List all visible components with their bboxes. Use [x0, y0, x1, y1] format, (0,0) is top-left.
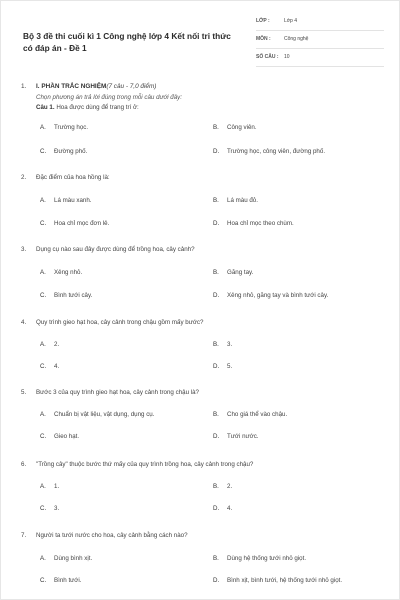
question-7	[21, 532, 386, 584]
option-d[interactable]: D. Trường học, công viên, đường phố.	[213, 148, 326, 155]
document-header	[1, 1, 400, 73]
options-row	[36, 124, 381, 134]
question-text: Đặc điểm của hoa hồng là:	[36, 174, 110, 181]
options-row	[36, 505, 381, 515]
question-1-label: Câu 1.	[36, 104, 55, 111]
option-c[interactable]: C. Hoa chỉ mọc đơn lẻ.	[40, 220, 110, 227]
question-2	[21, 174, 386, 227]
option-c[interactable]: C. Đường phố.	[40, 148, 88, 155]
options-row	[36, 197, 381, 207]
question-text: Dụng cụ nào sau đây được dùng để trồng hoa, cây cảnh?	[36, 246, 195, 253]
options-row	[36, 555, 381, 565]
meta-value-count: 10	[284, 54, 290, 60]
questions-content	[21, 83, 386, 120]
option-d[interactable]: D. Xẻng nhỏ, găng tay và bình tưới cây.	[213, 292, 329, 299]
section-title: I. PHẦN TRẮC NGHIỆM	[36, 83, 107, 90]
options-row	[36, 363, 381, 373]
options-row	[36, 292, 381, 302]
question-number: 5.	[21, 389, 27, 396]
option-b[interactable]: B. Công viên.	[213, 124, 257, 131]
option-b[interactable]: B. 3.	[213, 341, 233, 348]
question-head	[21, 461, 386, 473]
option-d[interactable]: D. 5.	[213, 363, 233, 370]
question-number: 4.	[21, 319, 27, 326]
option-b[interactable]: B. Cho giá thể vào chậu.	[213, 411, 288, 418]
option-c[interactable]: C. 4.	[40, 363, 60, 370]
meta-value-subject: Công nghệ	[284, 36, 309, 42]
question-text: Quy trình gieo hạt hoa, cây cảnh trong chậu gồm mấy bước?	[36, 319, 204, 326]
options-row	[36, 577, 381, 587]
option-d[interactable]: D. Hoa chỉ mọc theo chùm.	[213, 220, 294, 227]
option-c[interactable]: C. Bình tưới.	[40, 577, 82, 584]
options-row	[36, 483, 381, 493]
question-5	[21, 389, 386, 440]
question-1-text	[21, 104, 386, 120]
option-c[interactable]: C. Gieo hạt.	[40, 433, 80, 440]
option-a[interactable]: A. 1.	[40, 483, 60, 490]
option-a[interactable]: A. Trường học.	[40, 124, 89, 131]
document-title: Bộ 3 đề thi cuối kì 1 Công nghệ lớp 4 Kết nối tri thức có đáp án - Đề 1	[23, 31, 231, 53]
meta-row-class	[256, 13, 384, 31]
question-number: 7.	[21, 532, 27, 539]
question-text: "Trồng cây" thuộc bước thứ mấy của quy trình trồng hoa, cây cảnh trong chậu?	[36, 461, 254, 468]
meta-info	[256, 13, 384, 67]
question-head	[21, 319, 386, 331]
options-row	[36, 269, 381, 279]
section-heading	[21, 83, 386, 94]
option-b[interactable]: B. Lá màu đỏ.	[213, 197, 258, 204]
question-number: 2.	[21, 174, 27, 181]
meta-key-class: LỚP :	[256, 18, 270, 24]
question-1-body: Hoa được dùng để trang trí ở:	[56, 104, 139, 111]
meta-row-subject	[256, 31, 384, 49]
question-head	[21, 246, 386, 258]
options-row	[36, 433, 381, 443]
option-d[interactable]: D. 4.	[213, 505, 233, 512]
option-d[interactable]: D. Bình xịt, bình tưới, hệ thống tưới nhỏ giọt.	[213, 577, 343, 584]
options-row	[36, 411, 381, 421]
option-b[interactable]: B. Dùng hệ thống tưới nhỏ giọt.	[213, 555, 307, 562]
options-row	[36, 341, 381, 351]
question-text: Người ta tưới nước cho hoa, cây cảnh bằng cách nào?	[36, 532, 188, 539]
options-row	[36, 220, 381, 230]
option-c[interactable]: C. 3.	[40, 505, 60, 512]
question-6	[21, 461, 386, 512]
options-row	[36, 148, 381, 158]
section-instruction: Chọn phương án trả lời đúng trong mỗi câu dưới đây:	[36, 94, 182, 101]
meta-row-count	[256, 49, 384, 67]
option-b[interactable]: B. 2.	[213, 483, 233, 490]
question-text: Bước 3 của quy trình gieo hạt hoa, cây cảnh trong chậu là?	[36, 389, 199, 396]
question-number: 3.	[21, 246, 27, 253]
option-a[interactable]: A. 2.	[40, 341, 60, 348]
question-head	[21, 532, 386, 544]
question-head	[21, 174, 386, 186]
option-a[interactable]: A. Lá màu xanh.	[40, 197, 92, 204]
section-points: (7 câu - 7,0 điểm)	[106, 83, 157, 90]
question-4	[21, 319, 386, 370]
option-a[interactable]: A. Dùng bình xịt.	[40, 555, 93, 562]
question-head	[21, 389, 386, 401]
option-b[interactable]: B. Găng tay.	[213, 269, 254, 276]
question-number: 6.	[21, 461, 27, 468]
meta-value-class: Lớp 4	[284, 18, 298, 24]
question-3	[21, 246, 386, 299]
meta-key-count: SỐ CÂU :	[256, 54, 279, 60]
option-d[interactable]: D. Tưới nước.	[213, 433, 259, 440]
option-a[interactable]: A. Xẻng nhỏ.	[40, 269, 83, 276]
section-number: 1.	[21, 83, 27, 90]
meta-key-subject: MÔN :	[256, 36, 271, 42]
option-a[interactable]: A. Chuẩn bị vật liệu, vật dụng, dụng cụ.	[40, 411, 155, 418]
option-c[interactable]: C. Bình tưới cây.	[40, 292, 93, 299]
